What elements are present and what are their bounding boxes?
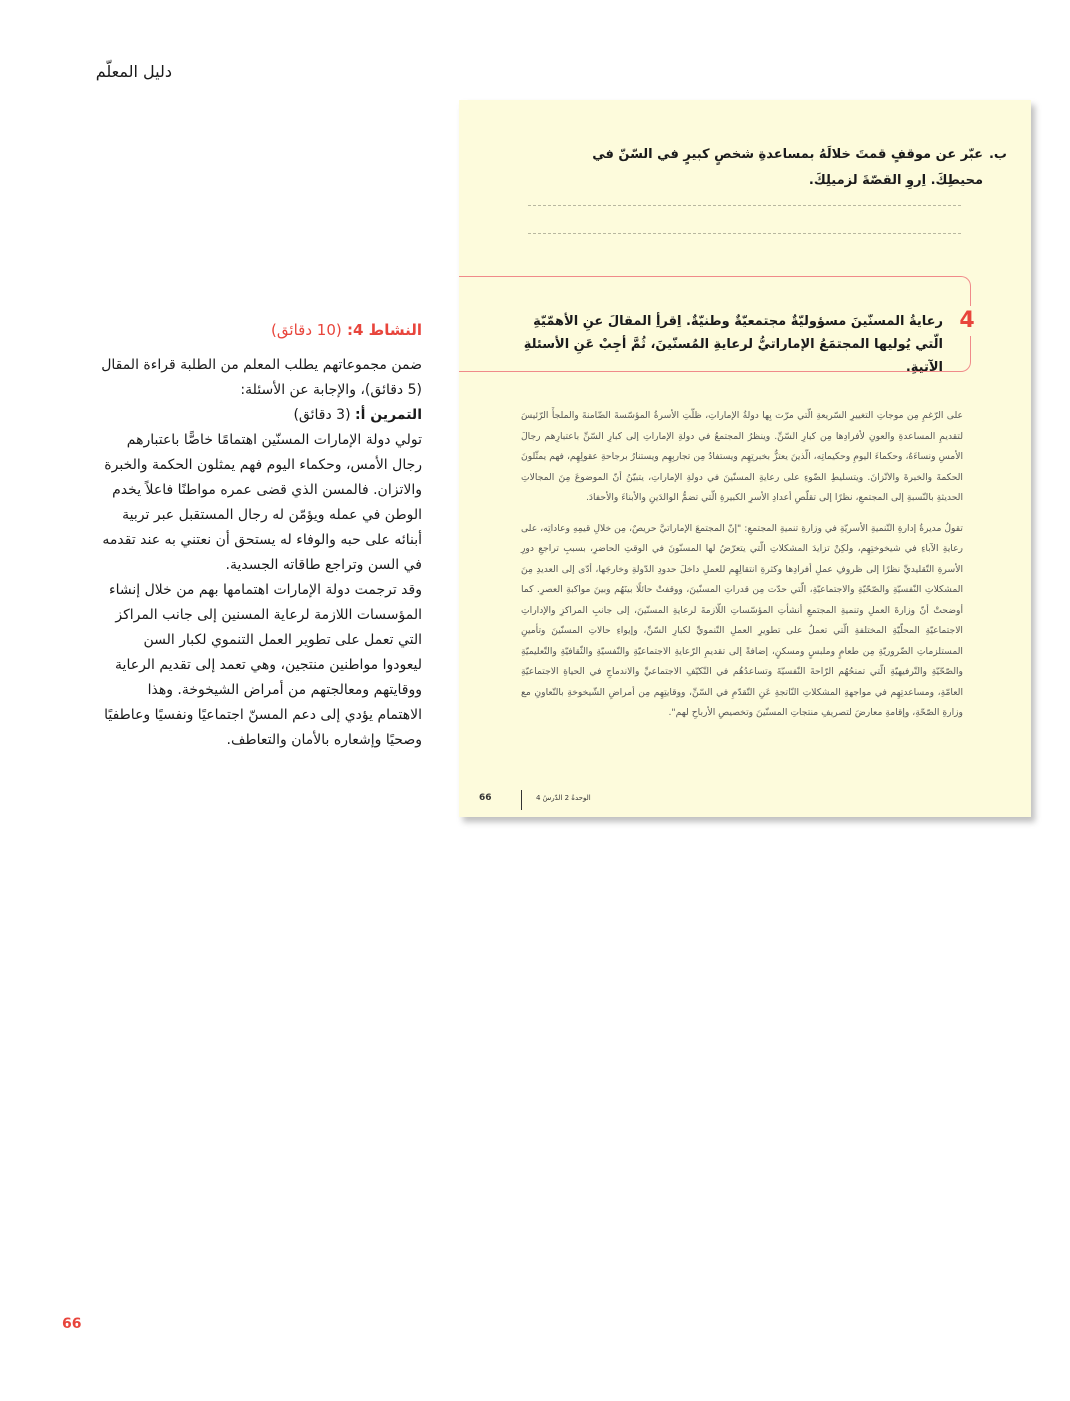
article — [521, 406, 963, 734]
answer-line — [528, 205, 961, 206]
answer-line — [528, 233, 961, 234]
exercise-heading — [100, 403, 422, 428]
question-b — [543, 142, 1007, 194]
student-book-page — [459, 100, 1031, 817]
footer-unit-lesson: الوحدةُ 2 الدّرسُ 4 — [536, 794, 591, 802]
section-title: رعايةُ المسنّينَ مسؤوليّةٌ مجتمعيّةٌ وطنيّةٌ. اِقرأِ المقالَ عنِ الأهمّيّةِ الّتي يُوليها المجتمَعُ الإماراتيُّ لرعايةِ المُسنّينَ، ثُمَّ أجِبْ عَنِ الأسئلةِ الآتيةِ. — [523, 314, 943, 375]
activity-heading — [100, 318, 422, 343]
guide-paragraph-1: تولي دولة الإمارات المسنّين اهتمامًا خاصًّا باعتبارهم رجال الأمس، وحكماء اليوم فهم يمثلون الحكمة والخبرة والاتزان. فالمسن الذي قضى عمره مواطنًا فاعلاً يخدم الوطن في عمله ويؤمّن له رجال المستقبل عبر تربية أبنائه على حبه والوفاء له يستحق أن نعتني به عند تقدمه في السن وتراجع طاقاته الجسدية. — [102, 432, 422, 573]
book-page-number: 66 — [479, 793, 492, 803]
guide-header-title: دليل المعلّم — [95, 62, 172, 81]
guide-paragraph-2: وقد ترجمت دولة الإمارات اهتمامها بهم من خلال إنشاء المؤسسات اللازمة لرعاية المسنين إلى جانب المراكز التي تعمل على تطوير العمل التنموي لكبار السن ليعودوا مواطنين منتجين، وهي تعمد إلى تقديم الرعاية ووقايتهم ومعالجتهم من أمراض الشيخوخة. وهذا الاهتمام يؤدي إلى دعم المسنّ اجتماعيًا ونفسيًا وعاطفيًا وصحيًا وإشعاره بالأمان والتعاطف. — [104, 582, 422, 748]
section-number: 4 — [957, 306, 977, 336]
article-paragraph-2: تقولُ مديرةُ إدارةِ التّنميةِ الأسريّةِ في وزارةِ تنميةِ المجتمعِ: "إنّ المجتمعَ الإماراتيَّ حريصٌ، مِن خلالِ قيمِهِ وعاداتِه، على رعايةِ الآباءِ في شيخوختِهِم، ولكِنْ تزايدَ المشكلاتِ الّتي يتعرّضُ لها المسنّونَ في الوقتِ الحاضرِ، بسببِ تراجعِ دورِ الأسرةِ التّقليديِّ نظرًا إلى ظروفِ عملِ أفرادِها وكثرةِ انتقالِهِم للعملِ داخلَ حدودِ الدّولةِ وخارجَها، أدّى إلى العديدِ مِنَ المشكلاتِ النّفسيّةِ والصّحّيّةِ والاجتماعيّةِ، الّتي حدّت مِن قدراتِ المسنّينَ، ووقفتْ حائلًا بينَهُم وبينَ مواكبةِ العصرِ. كما أوضحتْ أنّ وزارةَ العملِ وتنميةِ المجتمعِ أنشأتِ المؤسّساتِ اللّازمةَ لرعايةِ المسنّينَ، إلى جانبِ المراكزِ والإداراتِ الاجتماعيّةِ المحلّيّةِ المختلفةِ الّتي تعملُ على تطويرِ العملِ التّنمويِّ لكبارِ السّنِّ، وإيواءِ حالاتِ المسنّينَ وتأمينِ المستلزماتِ الضّروريّةِ مِن طعامٍ وملبسٍ ومسكنٍ، إضافةً إلى تقديمِ الرّعايةِ الاجتماعيّةِ والنّفسيّةِ والثّقافيّةِ والتّعليميّةِ والصّحّيّةِ والتّرفيهيّةِ الّتي تمنحُهُم الرّاحةَ النّفسيّةَ وتساعدُهُم في التّكيّفِ الاجتماعيِّ والاندماجِ في الحياةِ الاجتماعيّةِ العامّةِ، ومساعدتِهِم في مواجهةِ المشكلاتِ النّاتجةِ عَنِ التّقدّمِ في السّنِّ، ووقايتِهِم مِن أمراضِ الشّيخوخةِ بالتّعاونِ مع وزارةِ الصّحّةِ، وإقامةِ معارضَ لتصريفِ منتجاتِ المسنّينَ وتخصيصِ الأرباحِ لهم". — [521, 522, 963, 718]
activity-intro: ضمن مجموعاتهم يطلب المعلم من الطلبة قراءة المقال (5 دقائق)، والإجابة عن الأسئلة: — [101, 357, 422, 398]
question-b-letter: ب. — [988, 147, 1007, 162]
page-number: 66 — [62, 1316, 82, 1332]
exercise-duration: (3 دقائق) — [293, 407, 351, 423]
question-b-text: عبّر عن موقفٍ قمتَ خلالَهُ بمساعدةِ شخصٍ كبيرٍ في السّنّ في محيطِكَ. اِروِ القصّةَ لزميلِكَ. — [592, 147, 983, 188]
article-paragraph-1: على الرّغمِ مِن موجاتِ التغييرِ السّريعةِ الّتي مرّت بِها دولةُ الإماراتِ، ظلّتِ الأسرةُ المؤسّسةَ الضّامنةَ والملجأَ الرّئيسَ لتقديمِ المساعدةِ والعونِ لأفرادِها مِن كبارِ السّنِّ. وينظرُ المجتمعُ في دولةِ الإماراتِ إلى كبارِ السّنِّ باعتبارِهم رجالَ الأمسِ ونساءَهُ، وحكماءَ اليومِ وحكيماتِه، الّذينَ يعتزُّ بخبرتِهِم ويستفادُ مِن تجاربِهِم ويستنارُ برجاحةِ عقولِهِم، فهم يمثّلونَ الحكمةَ والخبرةَ والاتّزانَ. ويتسليطِ الضّوءِ على رعايةِ المسنّينَ في دولةِ الإماراتِ، يتبيّنُ أنّ الموضوعَ مِنَ المجالاتِ الحديثةِ بالنّسبةِ إلى المجتمعِ، نظرًا إلى تقلّصِ أعدادِ الأسرِ الكبيرةِ الّتي تضمُّ الوالدَينِ والأبناءَ والأحفادَ. — [521, 410, 963, 503]
activity-title: النشاط 4: — [346, 321, 422, 339]
teacher-guide-column — [100, 318, 422, 753]
activity-duration: (10 دقائق) — [271, 321, 342, 339]
exercise-label: التمرين أ: — [355, 407, 422, 423]
footer-divider — [521, 790, 522, 810]
book-page-footer — [479, 790, 619, 812]
